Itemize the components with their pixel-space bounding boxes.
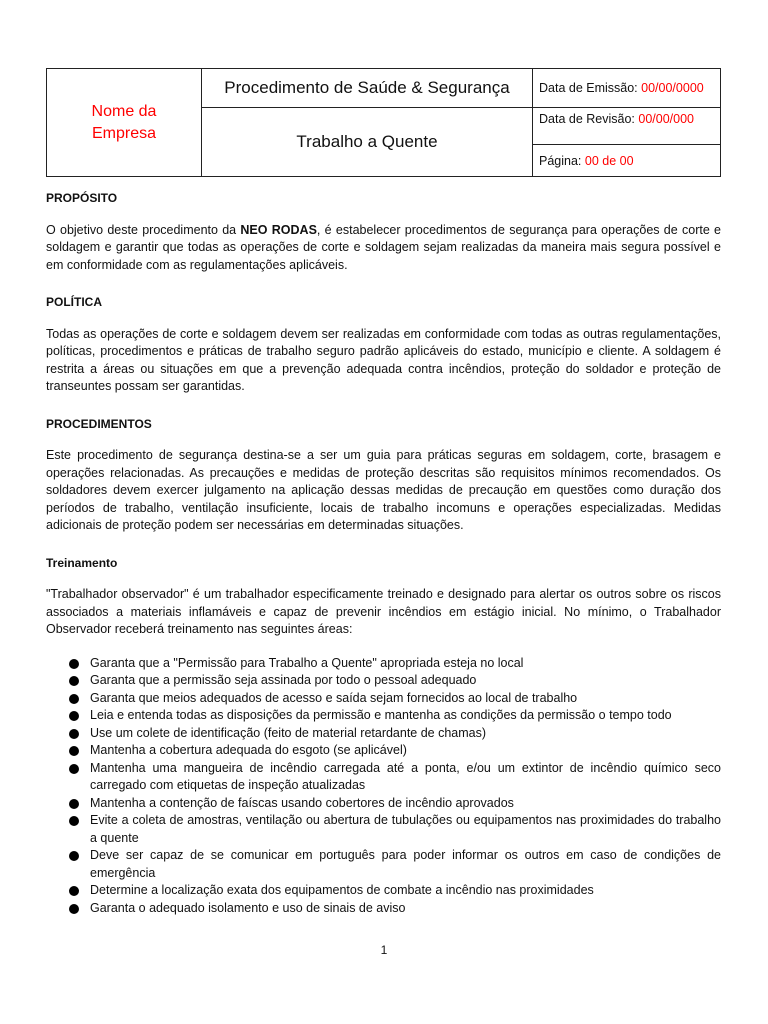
company-name-cell — [47, 69, 202, 177]
issue-date-label: Data de Emissão: — [539, 81, 638, 95]
bullet-icon — [69, 659, 79, 669]
bullet-icon — [69, 816, 79, 826]
list-item: Garanta que a permissão seja assinada por todo o pessoal adequado — [46, 672, 721, 690]
bullet-icon — [69, 711, 79, 721]
bullet-icon — [69, 851, 79, 861]
bullet-icon — [69, 764, 79, 774]
company-name-line2: Empresa — [91, 124, 157, 142]
page-number: 1 — [380, 943, 388, 957]
list-item: Garanta que a "Permissão para Trabalho a Quente" apropriada esteja no local — [46, 655, 721, 673]
list-item: Determine a localização exata dos equipamentos de combate a incêndio nas proximidades — [46, 882, 721, 900]
page-count — [533, 145, 721, 177]
procedures-paragraph: Este procedimento de segurança destina-se a ser um guia para práticas seguras em soldagem, corte, brasagem e operações relacionadas. As precauções e medidas de proteção descritas são requisitos mínimos recomendados. Os soldadores devem exercer julgamento na aplicação dessas medidas de precaução em questões como duração dos períodos de trabalho, ventilação insuficiente, locais de trabalho incomuns e operações especializadas. Medidas adicionais de proteção podem ser necessárias em determinadas situações. — [46, 448, 721, 532]
purpose-heading: PROPÓSITO — [46, 191, 118, 205]
list-item: Mantenha a cobertura adequada do esgoto (se aplicável) — [46, 742, 721, 760]
list-item: Use um colete de identificação (feito de material retardante de chamas) — [46, 725, 721, 743]
procedure-name: Trabalho a Quente — [202, 108, 533, 177]
list-item: Leia e entenda todas as disposições da permissão e mantenha as condições da permissão o tempo todo — [46, 707, 721, 725]
training-bullet-list — [46, 655, 721, 918]
page-count-label: Página: — [539, 153, 582, 168]
revision-date-label: Data de Revisão: — [539, 112, 635, 126]
list-item: Garanta o adequado isolamento e uso de sinais de aviso — [46, 900, 721, 918]
training-heading: Treinamento — [46, 555, 118, 570]
header-table — [46, 68, 721, 177]
procedures-heading: PROCEDIMENTOS — [46, 416, 152, 431]
purpose-company-name: NEO RODAS — [240, 222, 317, 237]
list-item: Mantenha a contenção de faíscas usando cobertores de incêndio aprovados — [46, 795, 721, 813]
bullet-icon — [69, 904, 79, 914]
training-paragraph: "Trabalhador observador" é um trabalhador especificamente treinado e designado para alertar os outros sobre os riscos associados a materiais inflamáveis e capaz de prevenir incêndios em estágio inicial. No mínimo, o Trabalhador Observador receberá treinamento nas seguintes áreas: — [46, 587, 721, 636]
issue-date — [533, 69, 721, 108]
bullet-icon — [69, 746, 79, 756]
purpose-paragraph — [46, 222, 721, 275]
list-item: Garanta que meios adequados de acesso e saída sejam fornecidos ao local de trabalho — [46, 690, 721, 708]
policy-paragraph: Todas as operações de corte e soldagem devem ser realizadas em conformidade com todas as outras regulamentações, políticas, procedimentos e práticas de trabalho seguro padrão aplicáveis do estado, município e cliente. A soldagem é restrita a áreas ou situações em que a prevenção adequada contra incêndios, proteção do soldador e proteção de transeuntes possam ser garantidas. — [46, 326, 721, 393]
bullet-icon — [69, 676, 79, 686]
procedure-title: Procedimento de Saúde & Segurança — [202, 69, 533, 108]
list-item: Evite a coleta de amostras, ventilação ou abertura de tubulações ou equipamentos nas proximidades do trabalho a quente — [46, 812, 721, 847]
list-item: Deve ser capaz de se comunicar em português para poder informar os outros em caso de condições de emergência — [46, 847, 721, 882]
policy-heading: POLÍTICA — [46, 295, 102, 309]
issue-date-value: 00/00/0000 — [641, 81, 704, 95]
bullet-icon — [69, 886, 79, 896]
page-count-value: 00 de 00 — [584, 153, 634, 168]
revision-date — [533, 108, 721, 145]
bullet-icon — [69, 729, 79, 739]
bullet-icon — [69, 799, 79, 809]
company-name-line1: Nome da — [91, 102, 157, 120]
purpose-text-post: , é estabelecer procedimentos de segurança para operações de corte e soldagem e garantir que todas as operações de corte e soldagem sejam realizadas da maneira mais segura possível e em conformidade com as regulamentações aplicáveis. — [46, 222, 722, 272]
list-item: Mantenha uma mangueira de incêndio carregada até a ponta, e/ou um extintor de incêndio químico seco carregado com etiquetas de inspeção atualizadas — [46, 760, 721, 795]
bullet-icon — [69, 694, 79, 704]
revision-date-value: 00/00/000 — [638, 112, 694, 126]
document-body — [46, 186, 721, 917]
purpose-text-pre: O objetivo deste procedimento da — [46, 222, 241, 237]
